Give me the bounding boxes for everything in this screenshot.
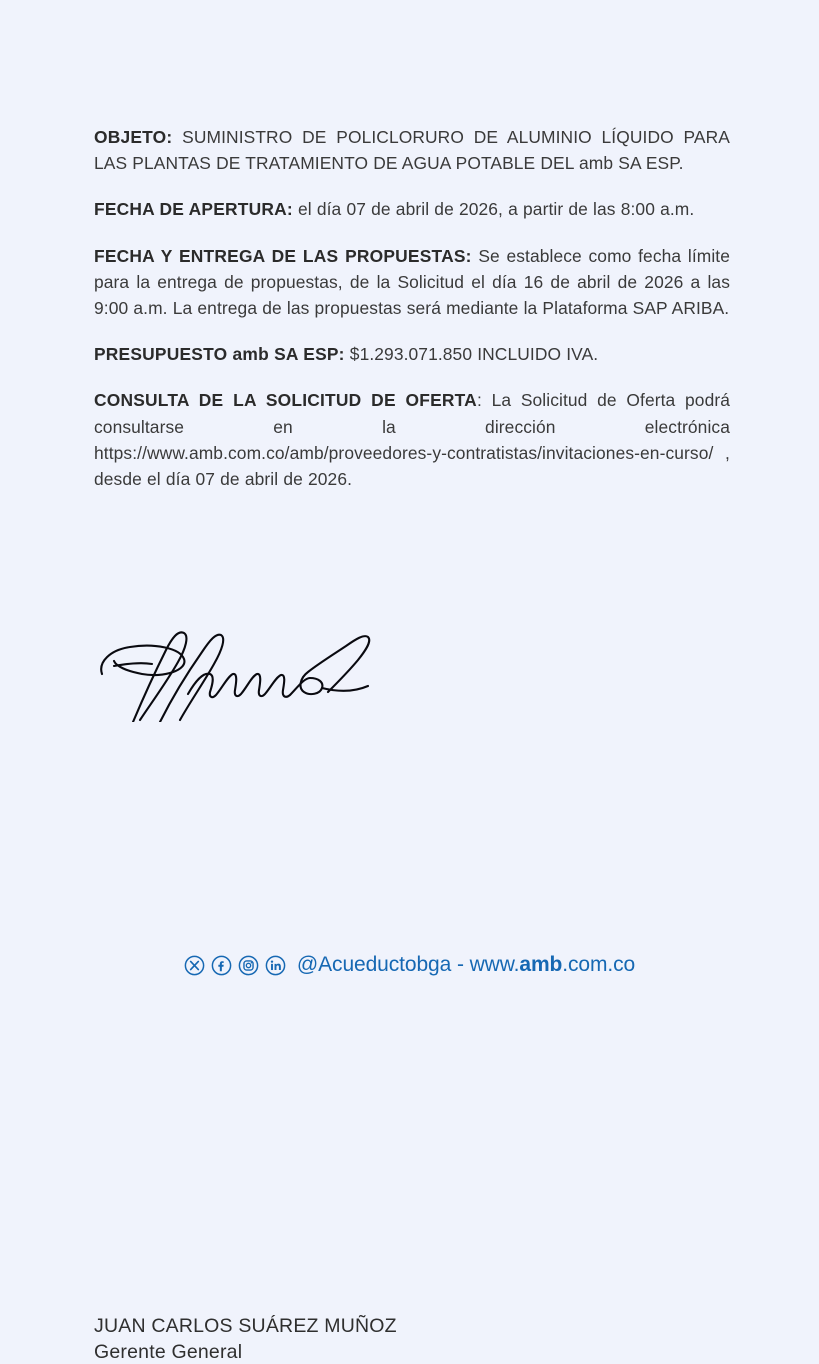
document-body [94,124,730,492]
paragraph-fecha-apertura-label: FECHA DE APERTURA: [94,199,293,220]
footer [0,952,819,978]
signatory-name: JUAN CARLOS SUÁREZ MUÑOZ [94,1315,397,1337]
instagram-icon[interactable] [238,955,259,976]
handwritten-signature-icon [92,626,422,722]
paragraph-objeto [94,124,730,176]
x-twitter-icon[interactable] [184,955,205,976]
signatory-title: Gerente General [94,1341,243,1363]
footer-domain-suffix: .com.co [562,953,636,976]
paragraph-presupuesto [94,341,730,367]
paragraph-presupuesto-label: PRESUPUESTO amb SA ESP: [94,344,345,365]
paragraph-consulta [94,387,730,492]
paragraph-fecha-entrega [94,243,730,322]
linkedin-icon[interactable] [265,955,286,976]
paragraph-fecha-entrega-body: Se establece como fecha límite para la entrega de propuestas, de la Solicitud el día 16 de abril de 2026 a las 9:00 a.m. La entrega de las propuestas será mediante la Plataforma SAP ARIBA. [94,245,731,319]
footer-handle: @Acueductobga - www. [296,953,520,976]
social-links [184,955,286,976]
footer-contact-text[interactable] [297,952,635,978]
paragraph-fecha-apertura [94,196,730,222]
paragraph-objeto-body: SUMINISTRO DE POLICLORURO DE ALUMINIO LÍQUIDO PARA LAS PLANTAS DE TRATAMIENTO DE AGUA POTABLE DEL amb SA ESP. [94,127,730,174]
paragraph-objeto-label: OBJETO: [94,127,173,147]
facebook-icon[interactable] [211,955,232,976]
paragraph-consulta-body: : La Solicitud de Oferta podrá consultarse en la dirección electrónica https://www.amb.com.co/amb/proveedores-y-contratistas/invitaciones-en-curso/ , desde el día 07 de abril de 2026. [94,390,731,490]
footer-brand: amb [519,953,563,976]
paragraph-fecha-entrega-label: FECHA Y ENTREGA DE LAS PROPUESTAS: [94,245,472,266]
paragraph-consulta-label: CONSULTA DE LA SOLICITUD DE OFERTA [94,390,477,411]
paragraph-fecha-apertura-body: el día 07 de abril de 2026, a partir de las 8:00 a.m. [292,199,695,220]
paragraph-presupuesto-body: $1.293.071.850 INCLUIDO IVA. [344,344,599,365]
